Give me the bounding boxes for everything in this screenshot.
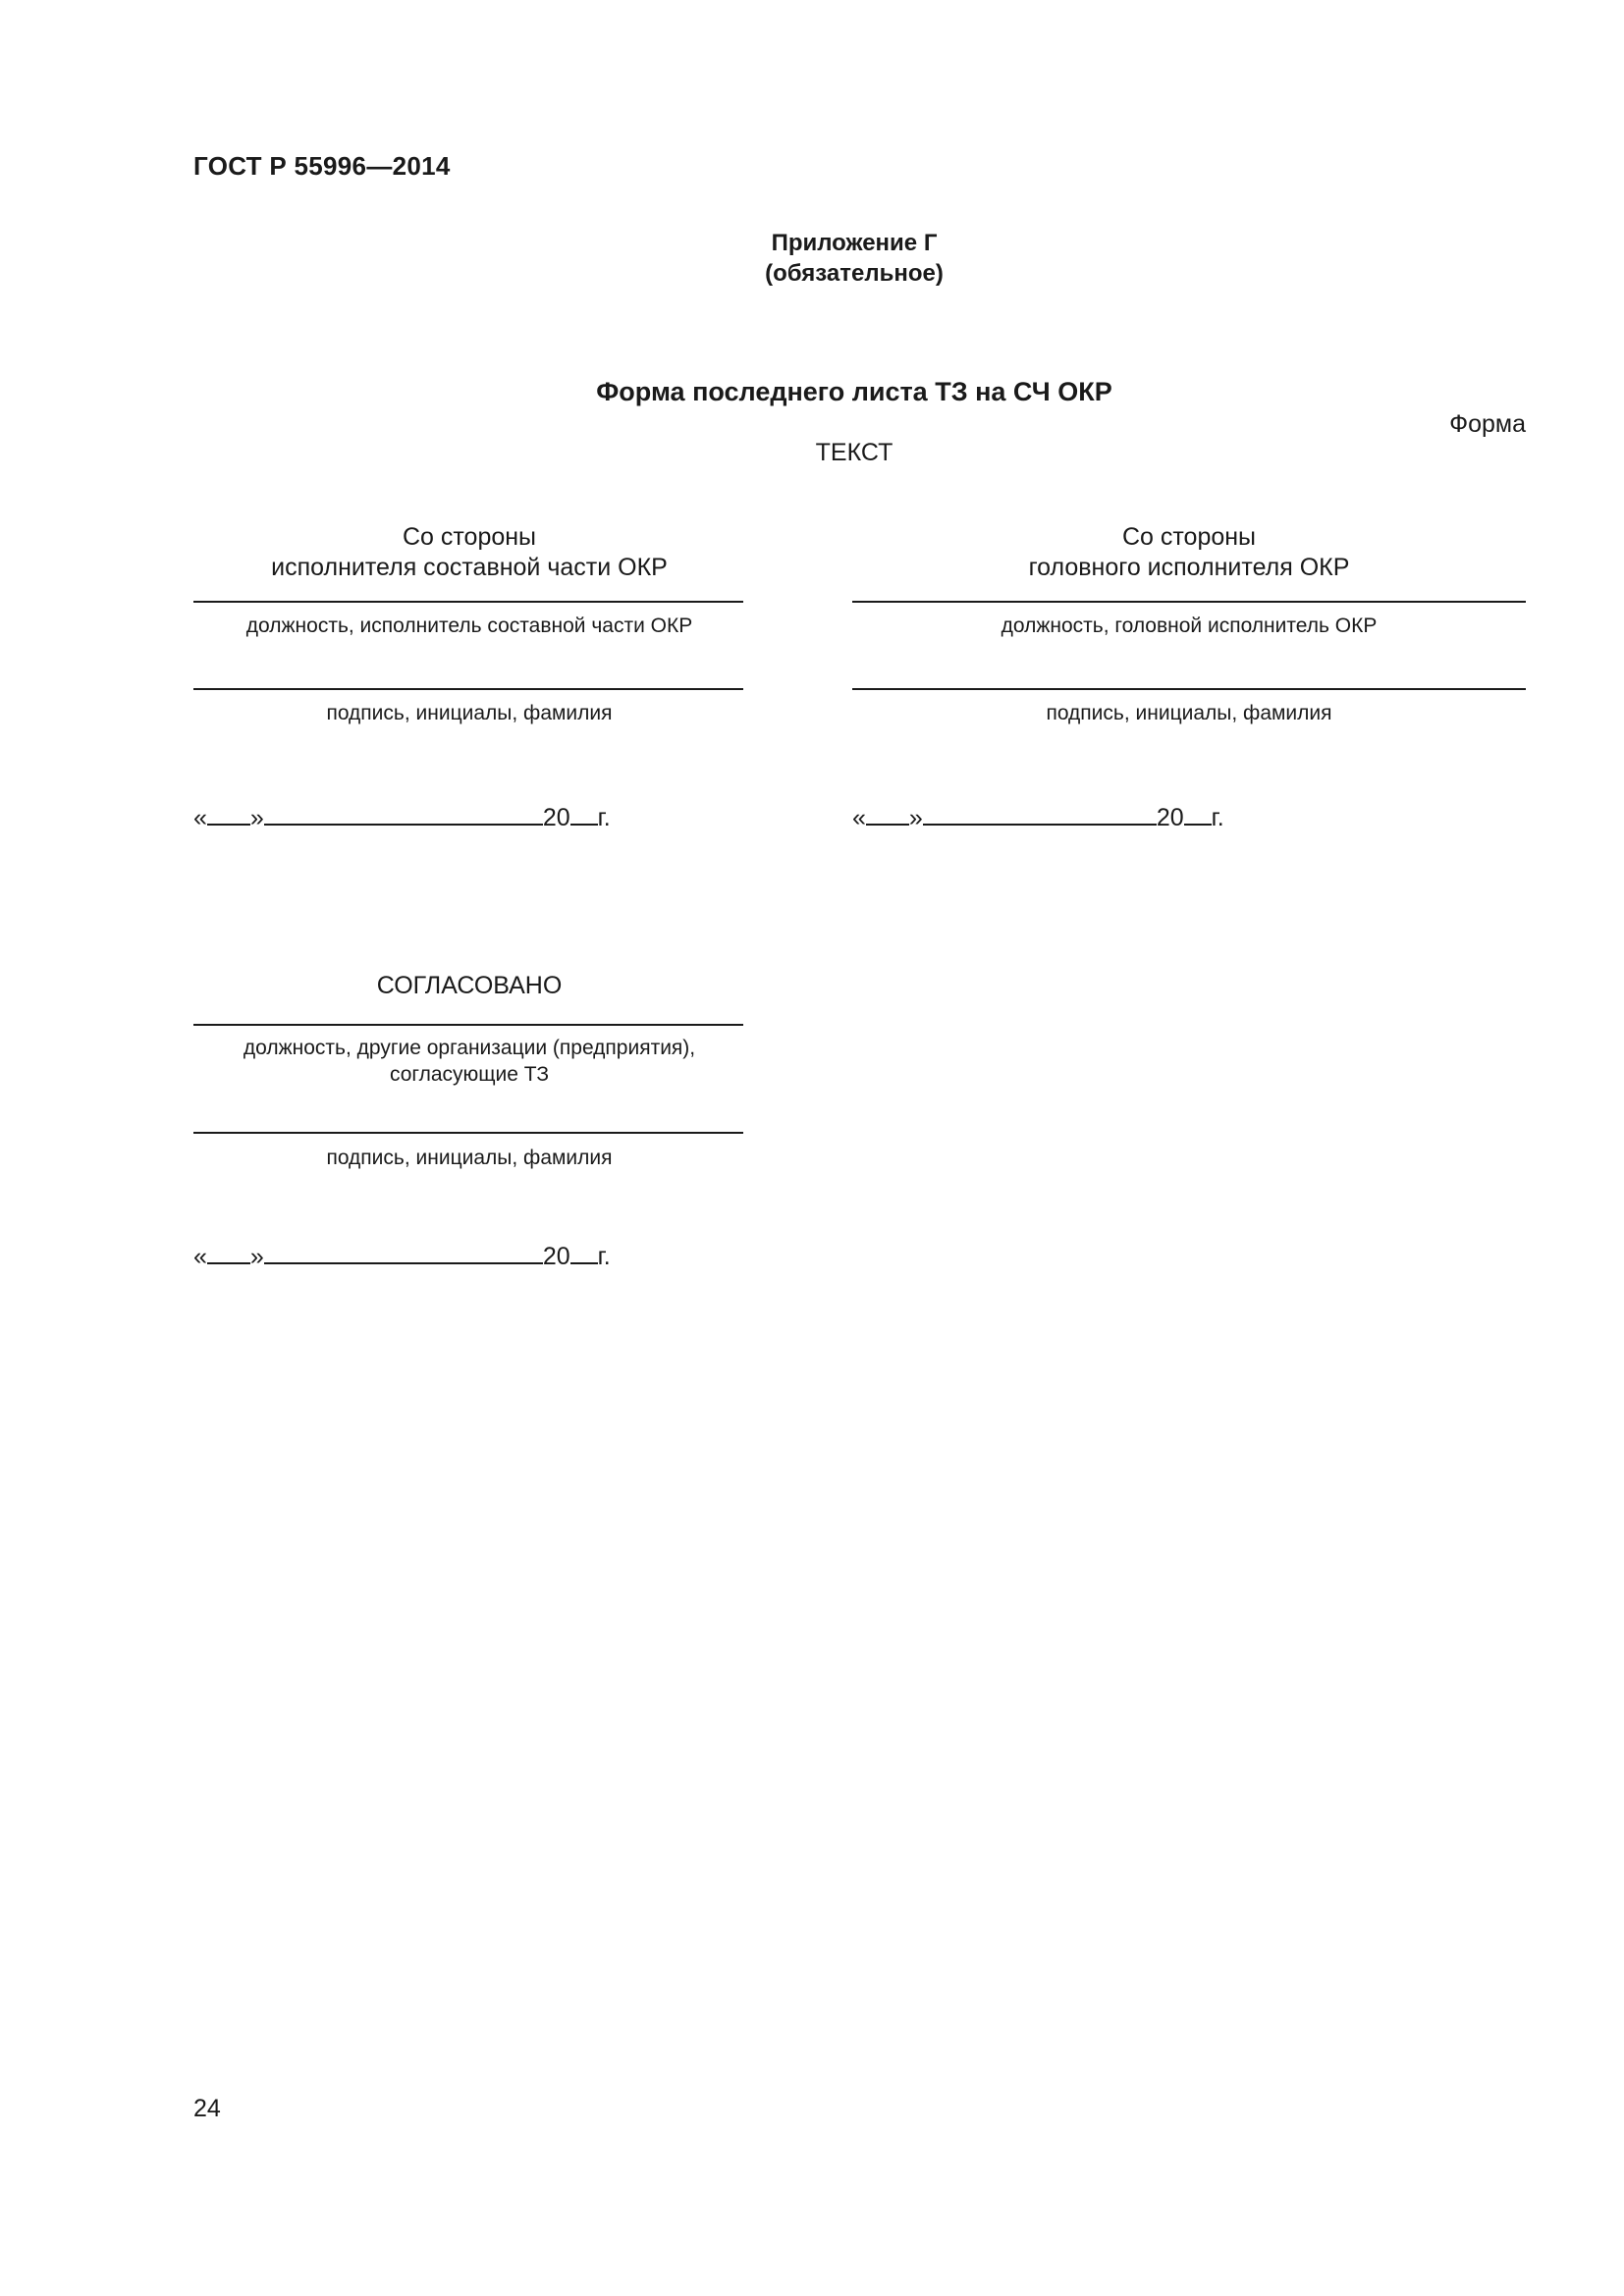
approval-date-open: «	[193, 1243, 207, 1270]
approval-year-blank[interactable]	[570, 1241, 598, 1264]
form-label: Форма	[1449, 410, 1526, 438]
right-signature-line[interactable]	[852, 688, 1526, 690]
left-position-caption: должность, исполнитель составной части ОКР	[245, 614, 693, 637]
approval-position-line[interactable]	[193, 1024, 743, 1026]
left-month-blank[interactable]	[264, 802, 543, 826]
left-day-blank[interactable]	[207, 802, 250, 826]
approval-date-suffix: г.	[597, 1243, 611, 1270]
right-date-year: 20	[1156, 804, 1184, 831]
left-date-close: »	[249, 804, 264, 831]
form-title: Форма последнего листа ТЗ на СЧ ОКР	[596, 377, 1112, 406]
left-date-suffix: г.	[597, 804, 611, 831]
right-year-blank[interactable]	[1184, 802, 1212, 826]
left-date-line	[193, 802, 611, 832]
left-signature-caption: подпись, инициалы, фамилия	[326, 702, 613, 724]
approval-signature-caption: подпись, инициалы, фамилия	[326, 1147, 613, 1169]
right-month-blank[interactable]	[923, 802, 1157, 826]
approval-signature-line[interactable]	[193, 1132, 743, 1134]
right-heading-line1: Со стороны	[1121, 523, 1257, 551]
right-position-line[interactable]	[852, 601, 1526, 603]
text-label: ТЕКСТ	[815, 439, 893, 466]
approval-date-line	[193, 1241, 611, 1271]
left-date-year: 20	[542, 804, 570, 831]
left-position-line[interactable]	[193, 601, 743, 603]
left-signature-line[interactable]	[193, 688, 743, 690]
right-signature-caption: подпись, инициалы, фамилия	[1046, 702, 1332, 724]
approval-caption-line2: согласующие ТЗ	[389, 1063, 550, 1086]
left-heading-line2: исполнителя составной части ОКР	[271, 554, 668, 581]
right-signature-block	[852, 522, 1526, 583]
page-number: 24	[193, 2095, 221, 2122]
appendix-status: (обязательное)	[765, 260, 944, 287]
right-date-open: «	[852, 804, 866, 831]
approval-day-blank[interactable]	[207, 1241, 250, 1264]
left-date-open: «	[193, 804, 207, 831]
right-heading-line2: головного исполнителя ОКР	[1028, 554, 1350, 581]
right-day-blank[interactable]	[866, 802, 909, 826]
left-heading-line1: Со стороны	[402, 523, 537, 551]
approval-date-close: »	[249, 1243, 264, 1270]
appendix-title: Приложение Г	[771, 230, 938, 256]
right-date-suffix: г.	[1211, 804, 1224, 831]
approval-caption-line1: должность, другие организации (предприятия),	[243, 1037, 696, 1059]
right-position-caption: должность, головной исполнитель ОКР	[1001, 614, 1378, 637]
approval-position-caption	[193, 1035, 745, 1088]
left-signature-block	[193, 522, 745, 583]
standard-code: ГОСТ Р 55996—2014	[193, 151, 451, 181]
right-date-close: »	[908, 804, 923, 831]
approval-date-year: 20	[542, 1243, 570, 1270]
left-year-blank[interactable]	[570, 802, 598, 826]
approval-month-blank[interactable]	[264, 1241, 543, 1264]
right-date-line	[852, 802, 1224, 832]
approval-heading: СОГЛАСОВАНО	[376, 972, 563, 999]
